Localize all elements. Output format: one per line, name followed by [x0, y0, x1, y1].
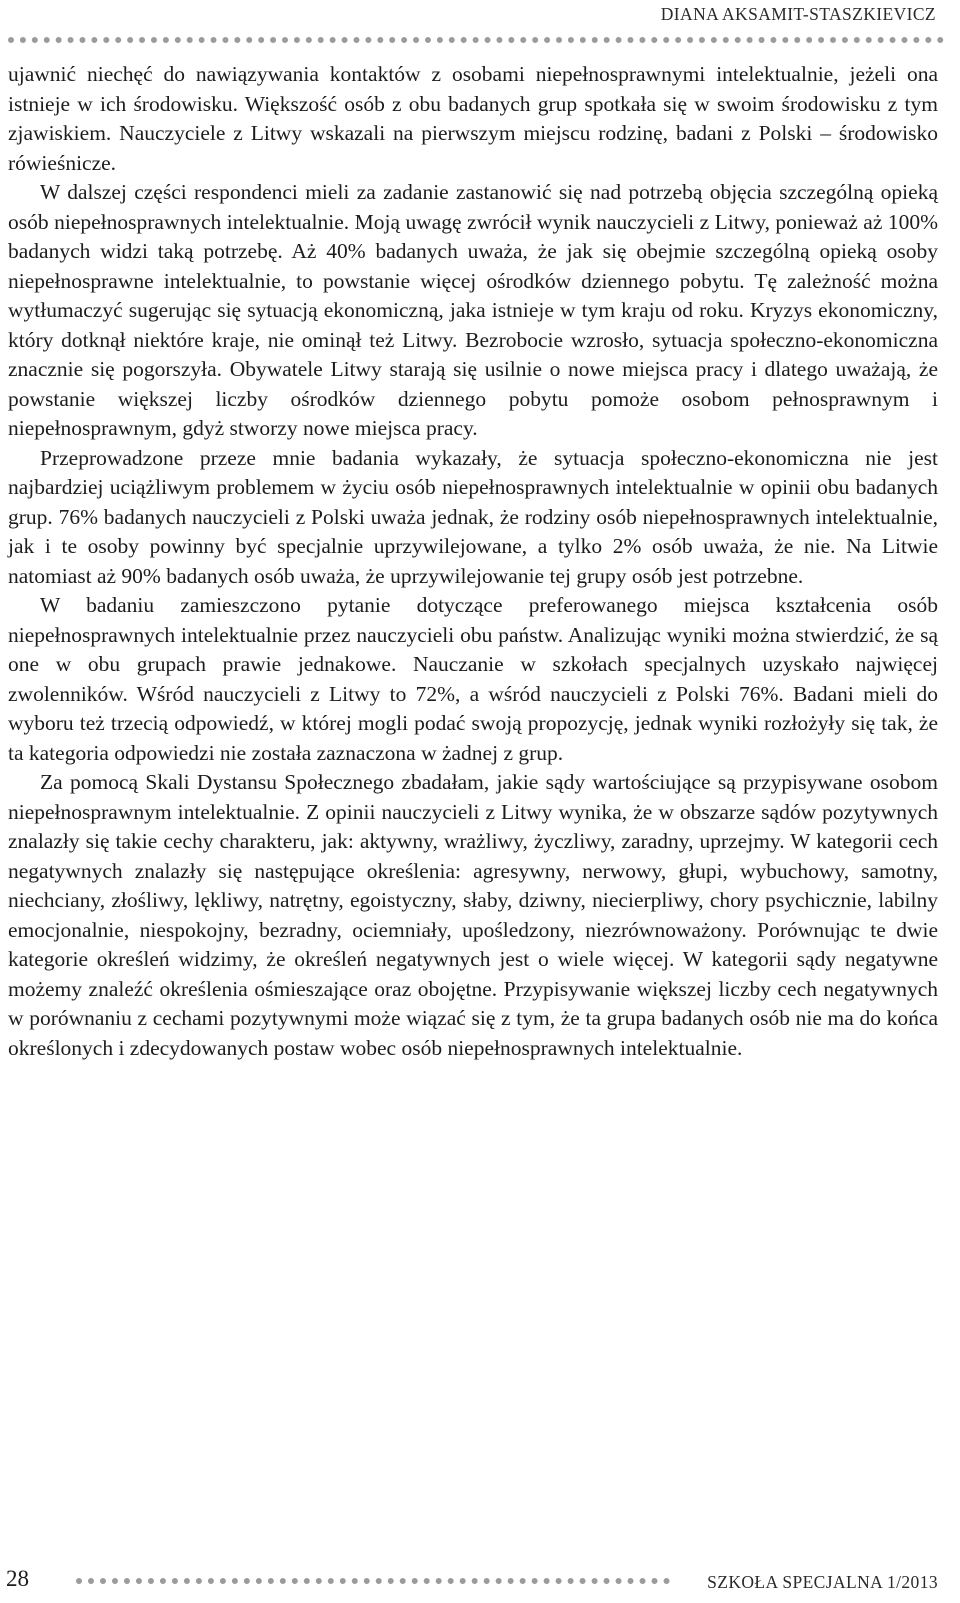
page-number: 28 — [6, 1566, 29, 1591]
paragraph-3: Przeprowadzone przeze mnie badania wykazały, że sytuacja społeczno-ekonomiczna nie jest najbardziej uciążliwym problemem w życiu osób niepełnosprawnych intelektualnie w opinii obu badanych grup. 76% badanych nauczycieli z Polski uważa jednak, że rodziny osób niepełnosprawnych intelektualnie, jak i te osoby powinny być specjalnie uprzywilejowane, a tylko 2% osób uważa, że nie. Na Litwie natomiast aż 90% badanych osób uważa, że uprzywilejowanie tej grupy osób jest potrzebne. — [8, 445, 938, 588]
footer-dotted-rule — [76, 1578, 670, 1584]
paragraph-5: Za pomocą Skali Dystansu Społecznego zbadałam, jakie sądy wartościujące są przypisywane osobom niepełnosprawnym intelektualnie. Z opinii nauczycieli z Litwy wynika, że w obszarze sądów pozytywnych znalazły się takie cechy charakteru, jak: aktywny, wrażliwy, życzliwy, zaradny, uprzejmy. W kategorii cech negatywnych znalazły się następujące określenia: agresywny, nerwowy, głupi, wybuchowy, samotny, niechciany, złośliwy, lękliwy, natrętny, egoistyczny, słaby, dziwny, niecierpliwy, chory psychicznie, labilny emocjonalnie, niespokojny, bezradny, ociemniały, upośledzony, niezrównoważony. Porównując te dwie kategorie określeń widzimy, że określeń negatywnych jest o wiele więcej. W kategorii sądy negatywne możemy znaleźć określenia ośmieszające oraz obojętne. Przypisywanie większej liczby cech negatywnych w porównaniu z cechami pozytywnymi może wiązać się z tym, że ta grupa badanych osób nie ma do końca określonych i zdecydowanych postaw wobec osób niepełnosprawnych intelektualnie. — [8, 770, 938, 1060]
page-footer — [0, 1566, 960, 1596]
running-header-author: DIANA AKSAMIT-STASZKIEVICZ — [660, 4, 936, 24]
paragraph-4: W badaniu zamieszczono pytanie dotyczące preferowanego miejsca kształcenia osób niepełnosprawnych intelektualnie przez nauczycieli obu państw. Analizując wyniki można stwierdzić, że są one w obu grupach prawie jednakowe. Nauczanie w szkołach specjalnych uzyskało najwięcej zwolenników. Wśród nauczycieli z Litwy to 72%, a wśród nauczycieli z Polski 76%. Badani mieli do wyboru też trzecią odpowiedź, w której mogli podać swoją propozycję, jednak wyniki rozłożyły się tak, że ta kategoria odpowiedzi nie została zaznaczona w żadnej z grup. — [8, 593, 938, 765]
header-dotted-rule — [8, 37, 944, 43]
paragraph-2: W dalszej części respondenci mieli za zadanie zastanowić się nad potrzebą objęcia szczególną opieką osób niepełnosprawnych intelektualnie. Moją uwagę zwrócił wynik nauczycieli z Litwy, ponieważ aż 100% badanych widzi taką potrzebę. Aż 40% badanych uważa, że jak się obejmie szczególną opieką osoby niepełnosprawne intelektualnie, to powstanie więcej ośrodków dziennego pobytu. Tę zależność można wytłumaczyć sugerując się sytuacją ekonomiczną, jaka istnieje w tym kraju od roku. Kryzys ekonomiczny, który dotknął niektóre kraje, nie ominął też Litwy. Bezrobocie wzrosło, sytuacja społeczno-ekonomiczna znacznie się pogorszyła. Obywatele Litwy starają się usilnie o nowe miejsca pracy i dlatego uważają, że powstanie większej liczby ośrodków dziennego pobytu pomoże osobom pełnosprawnym i niepełnosprawnym, gdyż stworzy nowe miejsca pracy. — [8, 180, 938, 440]
journal-name: SZKOŁA SPECJALNA 1/2013 — [707, 1572, 938, 1592]
paragraph-1: ujawnić niechęć do nawiązywania kontaktów z osobami niepełnosprawnymi intelektualnie, jeżeli ona istnieje w ich środowisku. Większość osób z obu badanych grup spotkała się w swoim środowisku z tym zjawiskiem. Nauczyciele z Litwy wskazali na pierwszym miejscu rodzinę, badani z Polski – środowisko rówieśnicze. — [8, 62, 938, 175]
body-text — [8, 60, 938, 1063]
